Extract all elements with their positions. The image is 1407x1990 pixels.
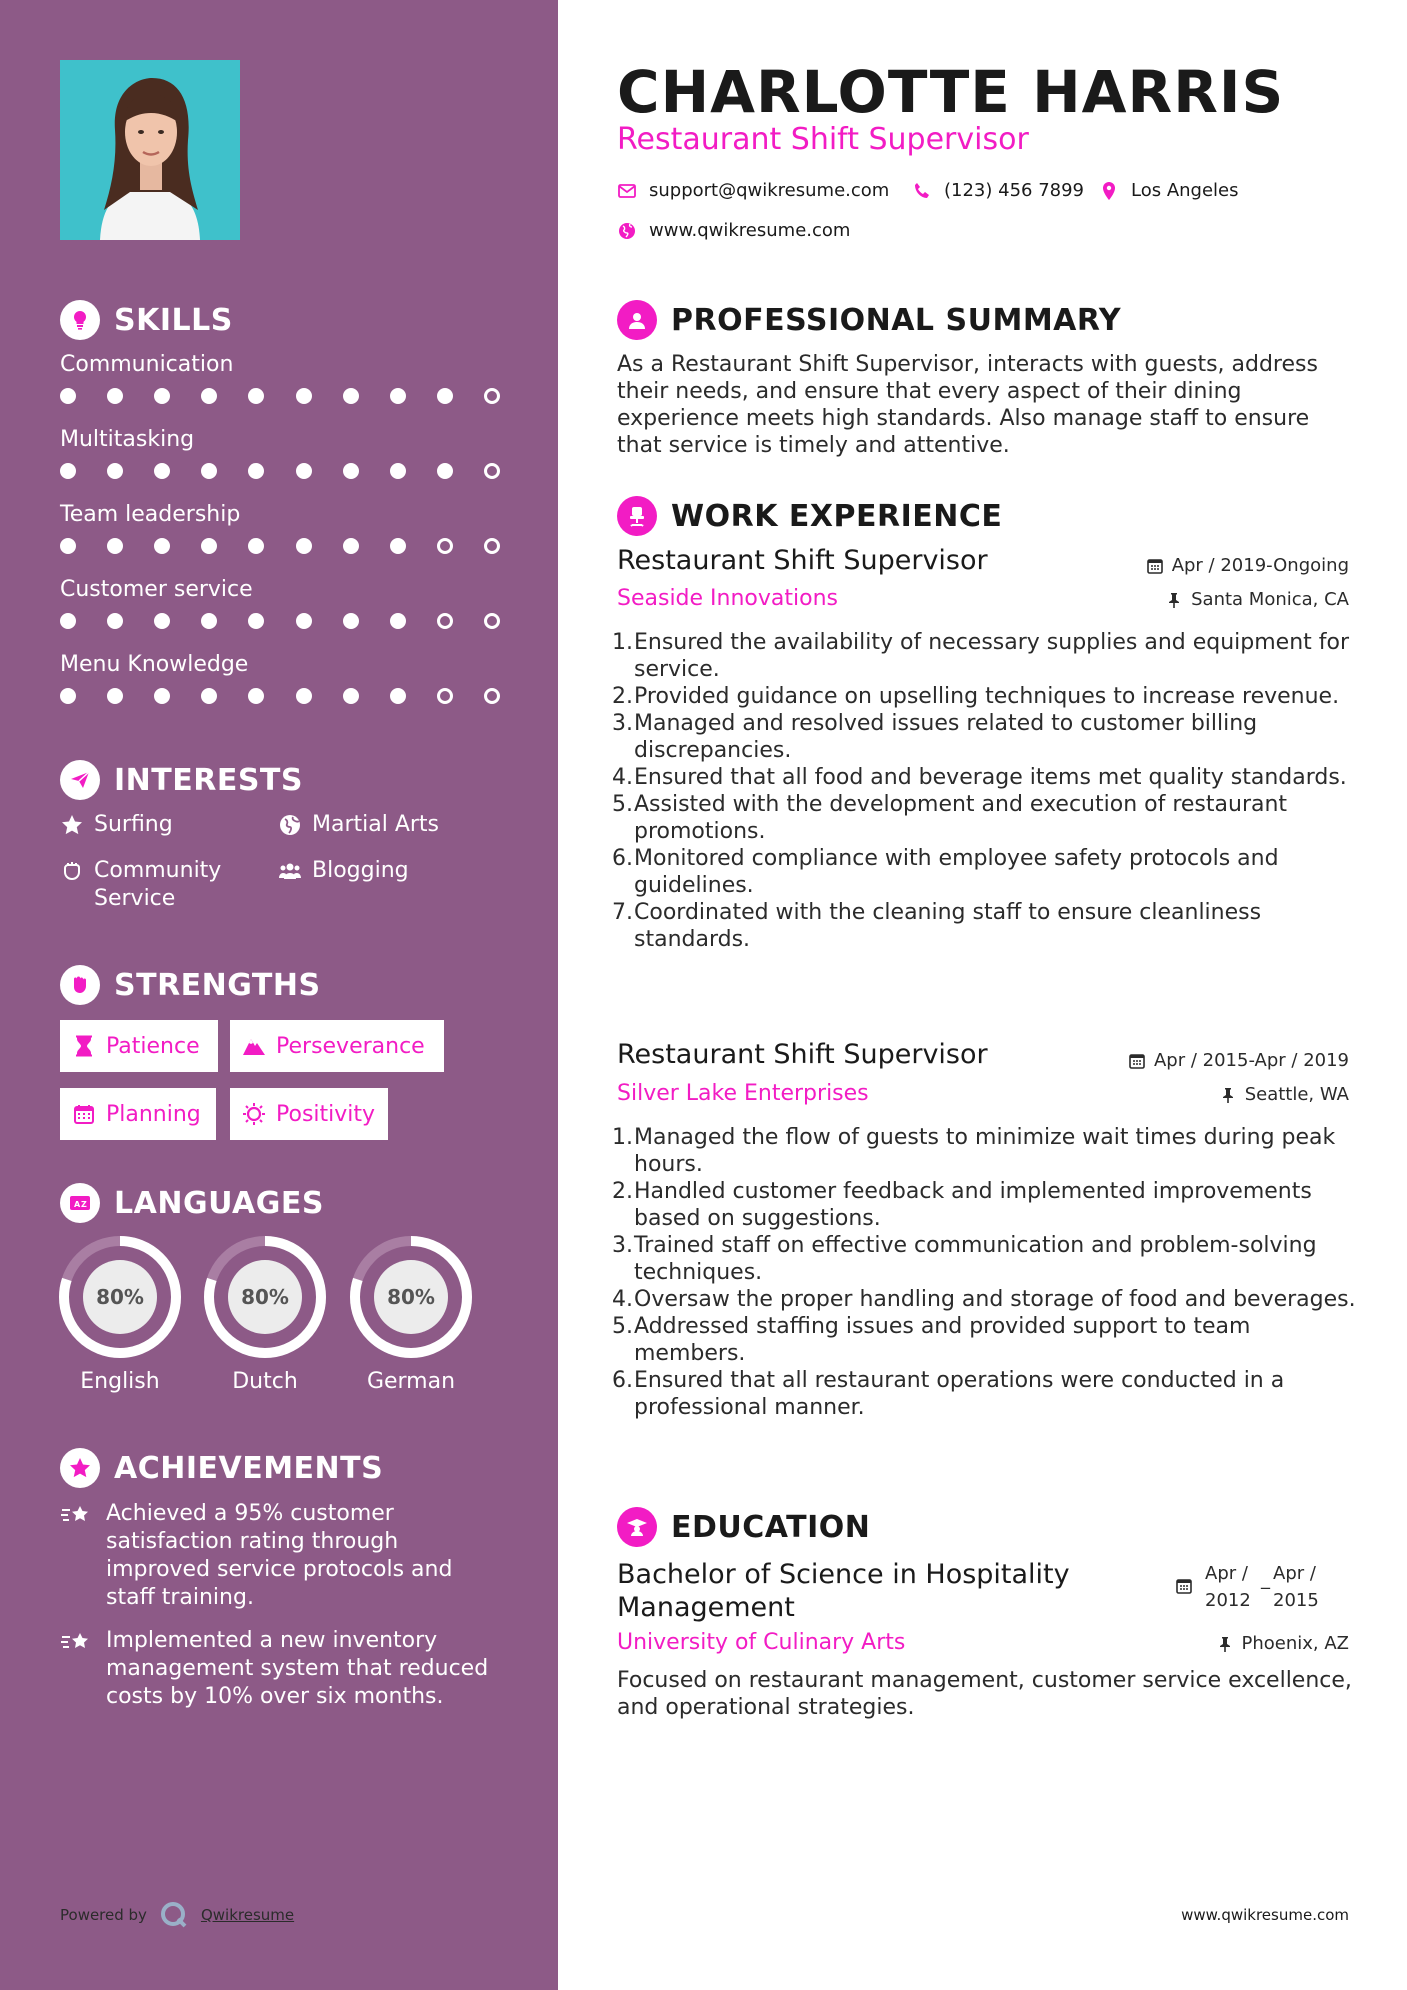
interest-label: Martial Arts: [312, 812, 440, 837]
list-item: 2. Handled customer feedback and implemented improvements based on suggestions.: [612, 1179, 1312, 1231]
job-date-text: Apr / 2019-Ongoing: [1171, 555, 1349, 576]
contact-location: [1099, 180, 1239, 201]
rating-dot-filled: [154, 538, 170, 554]
skill-rating: [60, 388, 500, 404]
rating-dot-filled: [343, 688, 359, 704]
list-item: 3. Managed and resolved issues related to customer billing discrepancies.: [612, 711, 1258, 763]
rating-dot-filled: [107, 463, 123, 479]
rating-dot-filled: [248, 613, 264, 629]
achievement-text: Implemented a new inventory management system that reduced costs by 10% over six months.: [106, 1628, 489, 1709]
rating-dot-filled: [107, 688, 123, 704]
interests-title: INTERESTS: [114, 762, 303, 798]
interest-label: Surfing: [94, 812, 173, 837]
phone-icon: [912, 181, 932, 201]
skill-name: Team leadership: [60, 502, 241, 527]
footer-url[interactable]: www.qwikresume.com: [1181, 1906, 1349, 1924]
skill-name: Customer service: [60, 577, 253, 602]
skill-rating: [60, 613, 500, 629]
language-progress-ring: [349, 1235, 473, 1359]
rating-dot-filled: [201, 688, 217, 704]
education-location-text: Phoenix, AZ: [1241, 1633, 1349, 1654]
skill-name: Multitasking: [60, 427, 195, 452]
language-name: English: [80, 1369, 160, 1394]
interest-item: [60, 811, 173, 839]
powered-by: [60, 1900, 294, 1930]
rating-dot-filled: [248, 463, 264, 479]
interest-label: Community Service: [94, 858, 222, 911]
rating-dot-filled: [248, 388, 264, 404]
users-icon: [278, 859, 302, 883]
education-description: Focused on restaurant management, customer service excellence, and operational strategies.: [617, 1668, 1352, 1720]
achievement-item: [60, 1500, 490, 1612]
user-icon: [617, 300, 657, 340]
rating-dot-filled: [437, 463, 453, 479]
strength-label: Perseverance: [276, 1033, 425, 1059]
job-date: [1128, 1050, 1349, 1071]
rating-dot-filled: [201, 463, 217, 479]
graduate-icon: [617, 1507, 657, 1547]
fist-icon: [60, 965, 100, 1005]
rating-dot-filled: [154, 388, 170, 404]
job-location-text: Seattle, WA: [1244, 1084, 1349, 1105]
date-separator: _: [1261, 1569, 1270, 1590]
pushpin-icon: [1216, 1635, 1234, 1653]
rating-dot-filled: [343, 613, 359, 629]
interests-heading: [60, 760, 303, 800]
list-item: 3. Trained staff on effective communication and problem-solving techniques.: [612, 1233, 1317, 1285]
work-title: WORK EXPERIENCE: [671, 498, 1003, 534]
rating-dot-empty: [484, 538, 500, 554]
school-name: University of Culinary Arts: [617, 1630, 906, 1655]
rating-dot-filled: [296, 538, 312, 554]
work-heading: [617, 496, 1002, 536]
calendar-icon: [1175, 1576, 1193, 1594]
summary-heading: [617, 300, 1121, 340]
language-percent: 80%: [387, 1285, 435, 1309]
language-progress-ring: [203, 1235, 327, 1359]
strength-label: Positivity: [276, 1101, 376, 1127]
sun-icon: [242, 1102, 266, 1126]
job-company: Silver Lake Enterprises: [617, 1081, 869, 1106]
language-name: German: [366, 1369, 456, 1394]
qwikresume-link[interactable]: Qwikresume: [200, 1906, 295, 1924]
list-item: 5. Assisted with the development and execution of restaurant promotions.: [612, 792, 1288, 844]
rating-dot-filled: [390, 688, 406, 704]
candidate-role: Restaurant Shift Supervisor: [617, 122, 1029, 157]
summary-text: As a Restaurant Shift Supervisor, interacts with guests, address their needs, and ensure that every aspect of their dining experience meets high standards. Also manage staff to ensure that service is timely and attentive.: [617, 352, 1318, 458]
strengths-heading: [60, 965, 321, 1005]
education-date-end: Apr / 2015: [1273, 1563, 1319, 1611]
shooting-star-icon: [60, 1629, 92, 1657]
lightbulb-icon: [60, 300, 100, 340]
list-item: 1. Ensured the availability of necessary supplies and equipment for service.: [612, 630, 1350, 682]
language-item: [58, 1235, 182, 1394]
education-location: [1216, 1633, 1350, 1654]
job-title: Restaurant Shift Supervisor: [617, 1039, 988, 1070]
strength-badge: [60, 1020, 218, 1072]
skills-heading: [60, 300, 233, 340]
strength-label: Patience: [106, 1033, 200, 1059]
rating-dot-filled: [390, 613, 406, 629]
rating-dot-empty: [437, 688, 453, 704]
svg-text:Z: Z: [81, 1200, 87, 1209]
skill-item: [60, 425, 500, 479]
calendar-icon: [1146, 557, 1164, 575]
rating-dot-filled: [201, 388, 217, 404]
contact-website[interactable]: [617, 220, 850, 241]
achievement-text: Achieved a 95% customer satisfaction rating through improved service protocols and staff training.: [106, 1501, 453, 1610]
language-item: [203, 1235, 327, 1394]
job-responsibilities: [612, 1124, 1357, 1421]
rating-dot-filled: [154, 688, 170, 704]
rating-dot-filled: [60, 688, 76, 704]
job-date: [1146, 555, 1349, 576]
hand-icon: [60, 859, 84, 883]
map-pin-icon: [1099, 181, 1119, 201]
calendar-icon: [1128, 1052, 1146, 1070]
list-item: 7. Coordinated with the cleaning staff to ensure cleanliness standards.: [612, 900, 1262, 952]
education-heading: [617, 1507, 870, 1547]
strengths-title: STRENGTHS: [114, 967, 321, 1003]
achievement-item: [60, 1627, 490, 1711]
interest-item: [278, 857, 409, 885]
list-item: 2. Provided guidance on upselling techniques to increase revenue.: [612, 684, 1340, 709]
paper-plane-icon: [60, 760, 100, 800]
rating-dot-filled: [60, 388, 76, 404]
language-icon: [60, 1183, 100, 1223]
rating-dot-filled: [60, 538, 76, 554]
envelope-icon: [617, 181, 637, 201]
list-item: 5. Addressed staffing issues and provided support to team members.: [612, 1314, 1251, 1366]
rating-dot-filled: [296, 388, 312, 404]
education-title: EDUCATION: [671, 1509, 871, 1545]
skill-item: [60, 350, 500, 404]
mountain-icon: [242, 1034, 266, 1058]
rating-dot-empty: [484, 463, 500, 479]
hourglass-icon: [72, 1034, 96, 1058]
rating-dot-empty: [437, 538, 453, 554]
strength-badge: [230, 1088, 388, 1140]
skill-item: [60, 650, 500, 704]
skill-rating: [60, 463, 500, 479]
list-item: 1. Managed the flow of guests to minimize wait times during peak hours.: [612, 1125, 1336, 1177]
strength-label: Planning: [106, 1101, 201, 1127]
language-progress-ring: [58, 1235, 182, 1359]
rating-dot-empty: [437, 613, 453, 629]
rating-dot-filled: [296, 688, 312, 704]
education-date-start: Apr / 2012: [1205, 1563, 1251, 1611]
interest-label: Blogging: [312, 858, 409, 883]
rating-dot-filled: [390, 463, 406, 479]
rating-dot-filled: [201, 538, 217, 554]
list-item: 6. Ensured that all restaurant operations were conducted in a professional manner.: [612, 1368, 1285, 1420]
languages-heading: [60, 1183, 324, 1223]
rating-dot-filled: [343, 463, 359, 479]
rating-dot-filled: [248, 688, 264, 704]
star-icon: [60, 813, 84, 837]
powered-by-label: Powered by: [60, 1906, 147, 1924]
summary-title: PROFESSIONAL SUMMARY: [671, 302, 1122, 338]
profile-photo: [60, 60, 240, 240]
rating-dot-filled: [248, 538, 264, 554]
list-item: 4. Oversaw the proper handling and storage of food and beverages.: [612, 1287, 1356, 1312]
star-badge-icon: [60, 1448, 100, 1488]
contact-email[interactable]: [617, 180, 889, 201]
job-location-text: Santa Monica, CA: [1191, 589, 1349, 610]
globe-icon: [617, 221, 637, 241]
list-item: 6. Monitored compliance with employee safety protocols and guidelines.: [612, 846, 1279, 898]
job-location: [1219, 1084, 1349, 1105]
rating-dot-filled: [390, 388, 406, 404]
rating-dot-empty: [484, 688, 500, 704]
skill-item: [60, 500, 500, 554]
achievements-heading: [60, 1448, 383, 1488]
shooting-star-icon: [60, 1502, 92, 1530]
job-date-text: Apr / 2015-Apr / 2019: [1153, 1050, 1349, 1071]
rating-dot-filled: [296, 463, 312, 479]
job-location: [1165, 589, 1349, 610]
skill-name: Communication: [60, 352, 234, 377]
office-chair-icon: [617, 496, 657, 536]
rating-dot-filled: [201, 613, 217, 629]
candidate-name: CHARLOTTE HARRIS: [617, 58, 1285, 126]
languages-title: LANGUAGES: [114, 1185, 324, 1221]
pushpin-icon: [1219, 1086, 1237, 1104]
job-title: Restaurant Shift Supervisor: [617, 545, 988, 576]
achievements-title: ACHIEVEMENTS: [114, 1450, 384, 1486]
rating-dot-empty: [484, 388, 500, 404]
location-text: Los Angeles: [1131, 180, 1239, 201]
language-name: Dutch: [232, 1369, 298, 1394]
education-date: [1175, 1560, 1329, 1614]
skill-item: [60, 575, 500, 629]
list-item: 4. Ensured that all food and beverage items met quality standards.: [612, 765, 1347, 790]
contact-phone[interactable]: [912, 180, 1084, 201]
skill-rating: [60, 688, 500, 704]
job-responsibilities: [612, 629, 1357, 953]
skills-title: SKILLS: [114, 302, 233, 338]
phone-text[interactable]: (123) 456 7899: [944, 180, 1085, 201]
rating-dot-filled: [343, 538, 359, 554]
language-item: [349, 1235, 473, 1394]
rating-dot-filled: [343, 388, 359, 404]
calendar-icon: [72, 1102, 96, 1126]
rating-dot-filled: [154, 463, 170, 479]
sidebar: [0, 0, 558, 1990]
rating-dot-filled: [437, 388, 453, 404]
svg-text:A: A: [74, 1200, 81, 1209]
rating-dot-filled: [390, 538, 406, 554]
rating-dot-filled: [60, 613, 76, 629]
website-text[interactable]: www.qwikresume.com: [649, 220, 851, 241]
language-percent: 80%: [96, 1285, 144, 1309]
rating-dot-filled: [107, 388, 123, 404]
qwikresume-logo-icon: [159, 1900, 189, 1930]
skill-rating: [60, 538, 500, 554]
job-company: Seaside Innovations: [617, 586, 838, 611]
degree-title: Bachelor of Science in Hospitality Management: [617, 1559, 1070, 1623]
rating-dot-filled: [107, 538, 123, 554]
language-percent: 80%: [241, 1285, 289, 1309]
rating-dot-filled: [154, 613, 170, 629]
skill-name: Menu Knowledge: [60, 652, 249, 677]
rating-dot-filled: [60, 463, 76, 479]
interest-item: [60, 857, 260, 913]
rating-dot-filled: [107, 613, 123, 629]
pushpin-icon: [1165, 591, 1183, 609]
rating-dot-empty: [484, 613, 500, 629]
strength-badge: [230, 1020, 444, 1072]
interest-item: [278, 811, 439, 839]
email-text[interactable]: support@qwikresume.com: [649, 180, 890, 201]
strength-badge: [60, 1088, 216, 1140]
rating-dot-filled: [296, 613, 312, 629]
globe-icon: [278, 813, 302, 837]
